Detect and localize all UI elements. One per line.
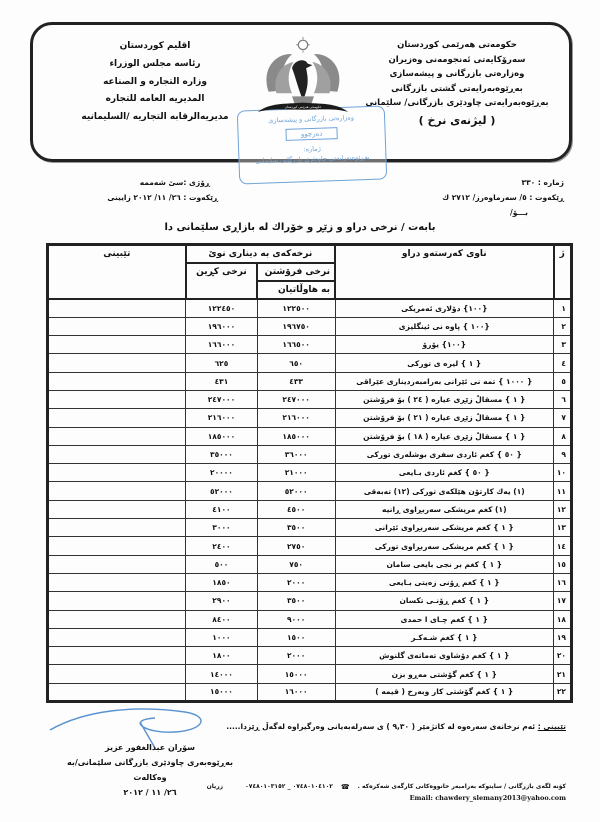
date-gregorian: ڕێکەوت : ٢٦/ ١١/ ٢٠١٢ زایینی: [107, 193, 218, 202]
sell-price: ٢٠٠٠: [257, 573, 335, 591]
buy-price: ٤٣١: [186, 372, 258, 390]
row-note: [48, 500, 186, 518]
table-row: [48, 354, 572, 372]
buy-price: ١٨٥٠٠٠: [186, 427, 258, 445]
header-left-line: رئاسه مجلس الوزراء: [109, 58, 201, 69]
signature-date: ٢٦/ ١١ / ٢٠١٢: [123, 788, 177, 797]
row-number: ١٦: [554, 573, 572, 591]
row-note: [48, 592, 186, 610]
table-row: [48, 299, 572, 317]
stamp-number-label: ژمارە:: [303, 144, 321, 154]
stamp-box-label: دەرچوو: [286, 127, 338, 141]
row-note: [48, 354, 186, 372]
item-name: (١) یەك کارتۆن هێلکەی تورکی (١٢) تەبەقی: [335, 482, 554, 500]
row-number: ١٨: [554, 610, 572, 628]
letterhead-arabic: [75, 38, 235, 127]
sell-price: ٤٥٠٠: [257, 500, 335, 518]
item-name: {١٠٠} یۆرۆ: [335, 336, 554, 354]
emblem-ribbon-text: حکومەتی هەرێمی کوردستان: [284, 105, 322, 110]
table-row: [48, 683, 572, 701]
table-row: [48, 628, 572, 646]
row-number: ٧: [554, 409, 572, 427]
row-number: ٨: [554, 427, 572, 445]
row-number: ٤: [554, 354, 572, 372]
row-number: ٩: [554, 445, 572, 463]
sell-price: ١٢٢٥٠٠: [257, 299, 335, 317]
item-name: { ١ } مسقالٌ زێڕی عیارە ( ٢٤ ) بۆ فرۆشتن: [335, 390, 554, 408]
sell-price: ٣٥٠٠: [257, 519, 335, 537]
buy-price: ١٢٢٤٥٠: [186, 299, 258, 317]
footer-phones: ٠٧٤٨٠١٠٤١٠٢ _ ٠٧٤٨٠١٠٣١٥٢: [245, 783, 333, 790]
row-note: [48, 555, 186, 573]
sell-price: ٣٥٠٠: [257, 592, 335, 610]
sell-price: ١٦٠٠٠: [257, 683, 335, 701]
table-row: [48, 445, 572, 463]
kurdistan-eagle-emblem-icon: [253, 37, 353, 123]
item-name: { ١ } مسقالٌ زێڕی عیارە ( ٢١ ) بۆ فرۆشتن: [335, 409, 554, 427]
sell-price: ٥٢٠٠٠: [257, 482, 335, 500]
sell-price: ٢٠٠٠: [257, 647, 335, 665]
buy-price: ١٨٠٠: [186, 647, 258, 665]
row-note: [48, 464, 186, 482]
sell-price: ٢٤٧٠٠٠: [257, 390, 335, 408]
buy-price: ١٨٥٠: [186, 573, 258, 591]
header-right-line: حکومەتی هەرێمی کوردستان: [397, 40, 517, 50]
sell-price: ١٥٠٠: [257, 628, 335, 646]
table-row: [48, 336, 572, 354]
sell-price: ٣٦٠٠٠: [257, 445, 335, 463]
table-row: [48, 390, 572, 408]
item-name: { ١ } کغم ڕۆنی زەیتی بـایعی: [335, 573, 554, 591]
date-hijri: ڕێکەوت : ٥/ سەرماوەرز/ ٢٧١٢ ك: [442, 193, 564, 202]
col-header-price-group: نرخەکەی بە دیناری نوێ: [186, 245, 335, 264]
signature-block: [55, 740, 245, 800]
price-table: [46, 243, 573, 703]
col-header-item-name: ناوی کەرستەو دراو: [335, 245, 554, 300]
table-row: [48, 464, 572, 482]
row-note: [48, 610, 186, 628]
sell-price: ٢١٦٠٠٠: [257, 409, 335, 427]
sell-price: ٢٧٥٠: [257, 537, 335, 555]
committee-title: ( لیژنەی نرخ ): [418, 113, 496, 127]
letterhead-kurdish: [359, 38, 555, 128]
row-note: [48, 647, 186, 665]
row-number: ١٩: [554, 628, 572, 646]
row-number: ١١: [554, 482, 572, 500]
row-note: [48, 537, 186, 555]
row-number: ١٧: [554, 592, 572, 610]
reference-info: [424, 175, 564, 220]
table-row: [48, 427, 572, 445]
buy-price: ٢١٦٠٠٠: [186, 409, 258, 427]
footer-email[interactable]: Email: chawdery_slemany2013@yahoo.com: [409, 794, 566, 802]
row-note: [48, 317, 186, 335]
col-header-sell-sub: بە هاوڵاتیان: [257, 281, 335, 299]
buy-price: ٤١٠٠: [186, 500, 258, 518]
table-row: [48, 317, 572, 335]
row-number: ١٥: [554, 555, 572, 573]
signatory-name: سۆران عبدالغفور عزیز: [104, 743, 196, 752]
table-row: [48, 482, 572, 500]
row-note: [48, 409, 186, 427]
item-name: { ١ } کغم بر نجی بایعی سامان: [335, 555, 554, 573]
sell-price: ٧٥٠: [257, 555, 335, 573]
row-note: [48, 573, 186, 591]
footnote-label: تێبینی :: [537, 722, 566, 731]
subject-line: بابەت / نرخی دراو و زێڕ و خۆراك لە بازاڕی سلێمانی دا: [164, 222, 436, 233]
footer-region: زریان: [206, 783, 224, 790]
row-number: ٥: [554, 372, 572, 390]
item-name: { ١ } مسقالٌ زێڕی عیارە ( ١٨ ) بۆ فرۆشتن: [335, 427, 554, 445]
buy-price: ٢٠٠٠٠: [186, 464, 258, 482]
item-name: { ١ } کغم دۆشاوی تەماتەی گلنوش: [335, 647, 554, 665]
document-number: ژمارە : ٣٣٠: [521, 178, 564, 187]
table-row: [48, 372, 572, 390]
weekday: ڕۆژی :سێ شەممە: [139, 178, 210, 187]
buy-price: ٢٩٠٠: [186, 592, 258, 610]
row-number: ١٢: [554, 500, 572, 518]
header-right-line: بەڕێوەبەرایەتی چاودێری بازرگانی/ سلێمانی: [365, 98, 549, 108]
buy-price: ٥٢٠٠٠: [186, 482, 258, 500]
table-row: [48, 610, 572, 628]
item-name: { ١ } لیرە ی تورکی: [335, 354, 554, 372]
row-note: [48, 683, 186, 701]
addressee: بـــۆ/: [510, 208, 528, 217]
buy-price: ٥٠٠: [186, 555, 258, 573]
stamp-bottom-line: بەڕێوەبەرایەتی چاودێری بازرگانی سلێمانی: [255, 153, 370, 165]
row-number: ٢٠: [554, 647, 572, 665]
sell-price: ١٩٦٧٥٠: [257, 317, 335, 335]
row-note: [48, 628, 186, 646]
item-name: { ١ } کغم چـای ا حمدی: [335, 610, 554, 628]
buy-price: ٢٤٧٠٠٠: [186, 390, 258, 408]
row-number: ٢١: [554, 665, 572, 683]
buy-price: ٨٤٠٠: [186, 610, 258, 628]
item-name: { ١ } کغم مریشکی سەربڕاوی تورکی: [335, 537, 554, 555]
row-note: [48, 482, 186, 500]
item-name: { ١ } کغم گۆشتی مەڕو بزن: [335, 665, 554, 683]
sell-price: ٩٠٠٠: [257, 610, 335, 628]
table-row: [48, 409, 572, 427]
buy-price: ٦٢٥: [186, 354, 258, 372]
row-note: [48, 336, 186, 354]
item-name: { ١ } کغم شـەکـر: [335, 628, 554, 646]
telephone-icon: ☎: [340, 783, 350, 791]
row-number: ٢٢: [554, 683, 572, 701]
table-row: [48, 519, 572, 537]
signatory-title: بەڕێوەبەری چاودێری بازرگانی سلێمانی/بە وەکالەت: [67, 758, 233, 782]
header-right-line: بەڕێوەبەرایەتی گشتی بازرگانی: [391, 83, 523, 94]
table-row: [48, 665, 572, 683]
row-note: [48, 445, 186, 463]
row-number: ٣: [554, 336, 572, 354]
item-name: {١٠٠} دۆلاری ئەمریکی: [335, 299, 554, 317]
row-note: [48, 390, 186, 408]
stamp-top-line: وەزارەتی بازرگانی و پیشەسازی: [268, 113, 355, 125]
sell-price: ١٦٦٥٠٠: [257, 336, 335, 354]
buy-price: ١٩٦٠٠٠: [186, 317, 258, 335]
sell-price: ٦٥٠: [257, 354, 335, 372]
footer-contact: [206, 783, 566, 802]
col-header-sell-price: نرخی فرۆشتن: [257, 263, 335, 281]
row-note: [48, 372, 186, 390]
row-number: ١٠: [554, 464, 572, 482]
item-name: { ١ } کغم گۆشتی کار وبەرخ ( قیمە ): [335, 683, 554, 701]
row-number: ١: [554, 299, 572, 317]
footnote-text: ئەم نرخانەی سەرەوە لە کاتژمێر ( ٩,٣٠ ) ی سەرلەبەیانی وەرگیراوە لەگەڵ ڕێزدا.....: [226, 722, 536, 731]
item-name: { ١٠٠٠ } تمە نی ئێرانی بەرامبەردیناری عێراقی: [335, 372, 554, 390]
buy-price: ١٠٠٠: [186, 628, 258, 646]
item-name: { ٥٠ } کغم ئاردی بـایعی: [335, 464, 554, 482]
table-row: [48, 647, 572, 665]
header-left-line: المديريه العامه للتجاره: [105, 94, 205, 105]
header-left-line: اقليم كوردستان: [119, 41, 191, 51]
buy-price: ٣٥٠٠٠: [186, 445, 258, 463]
buy-price: ١٤٠٠٠: [186, 665, 258, 683]
buy-price: ١٦٦٠٠٠: [186, 336, 258, 354]
sell-price: ٢١٠٠٠: [257, 464, 335, 482]
sell-price: ١٥٠٠٠: [257, 665, 335, 683]
col-header-buy-price: نرخی کڕین: [186, 263, 258, 299]
footnote: [226, 722, 566, 731]
col-header-note: تێبینی: [48, 245, 186, 300]
buy-price: ٢٤٠٠: [186, 537, 258, 555]
item-name: { ٥٠ } کغم ئاردی سفری بوشلەری تورکی: [335, 445, 554, 463]
row-note: [48, 665, 186, 683]
item-name: {١٠٠ } پاوە نی ئینگلیزی: [335, 317, 554, 335]
row-number: ٢: [554, 317, 572, 335]
sell-price: ١٨٥٠٠٠: [257, 427, 335, 445]
header-left-line: وزاره التجاره و الصناعه: [103, 76, 207, 87]
footer-address: کۆنە لگەی بازرگانی / سایتوکە بەرامبەر خانووەکانی کارگەی شەکرەکە .: [357, 783, 566, 790]
buy-price: ٣٠٠٠: [186, 519, 258, 537]
header-left-line: مديريه‌الرقابه التجاريه /السليمانيه: [81, 112, 229, 123]
buy-price: ١٥٠٠٠: [186, 683, 258, 701]
header-right-line: سەرۆکایەتی ئەنجومەنی وەزیران: [388, 54, 526, 65]
row-number: ٦: [554, 390, 572, 408]
item-name: { ١ } کغم مریشکی سەربڕاوی ئێرانی: [335, 519, 554, 537]
price-table-body: [48, 299, 572, 702]
row-note: [48, 299, 186, 317]
item-name: (١) کغم مریشکی سەربڕاوی ڕانیە: [335, 500, 554, 518]
row-number: ١٤: [554, 537, 572, 555]
row-note: [48, 427, 186, 445]
table-row: [48, 592, 572, 610]
row-note: [48, 519, 186, 537]
header-right-line: وەزارەتی بازرگانی و پیشەسازی: [389, 69, 525, 79]
table-row: [48, 500, 572, 518]
table-row: [48, 537, 572, 555]
date-info: [78, 175, 218, 205]
col-header-number: ژ: [554, 245, 572, 300]
item-name: { ١ } کغم ڕۆنـی تکسان: [335, 592, 554, 610]
table-row: [48, 555, 572, 573]
table-row: [48, 573, 572, 591]
row-number: ١٣: [554, 519, 572, 537]
sell-price: ٤٣٣: [257, 372, 335, 390]
